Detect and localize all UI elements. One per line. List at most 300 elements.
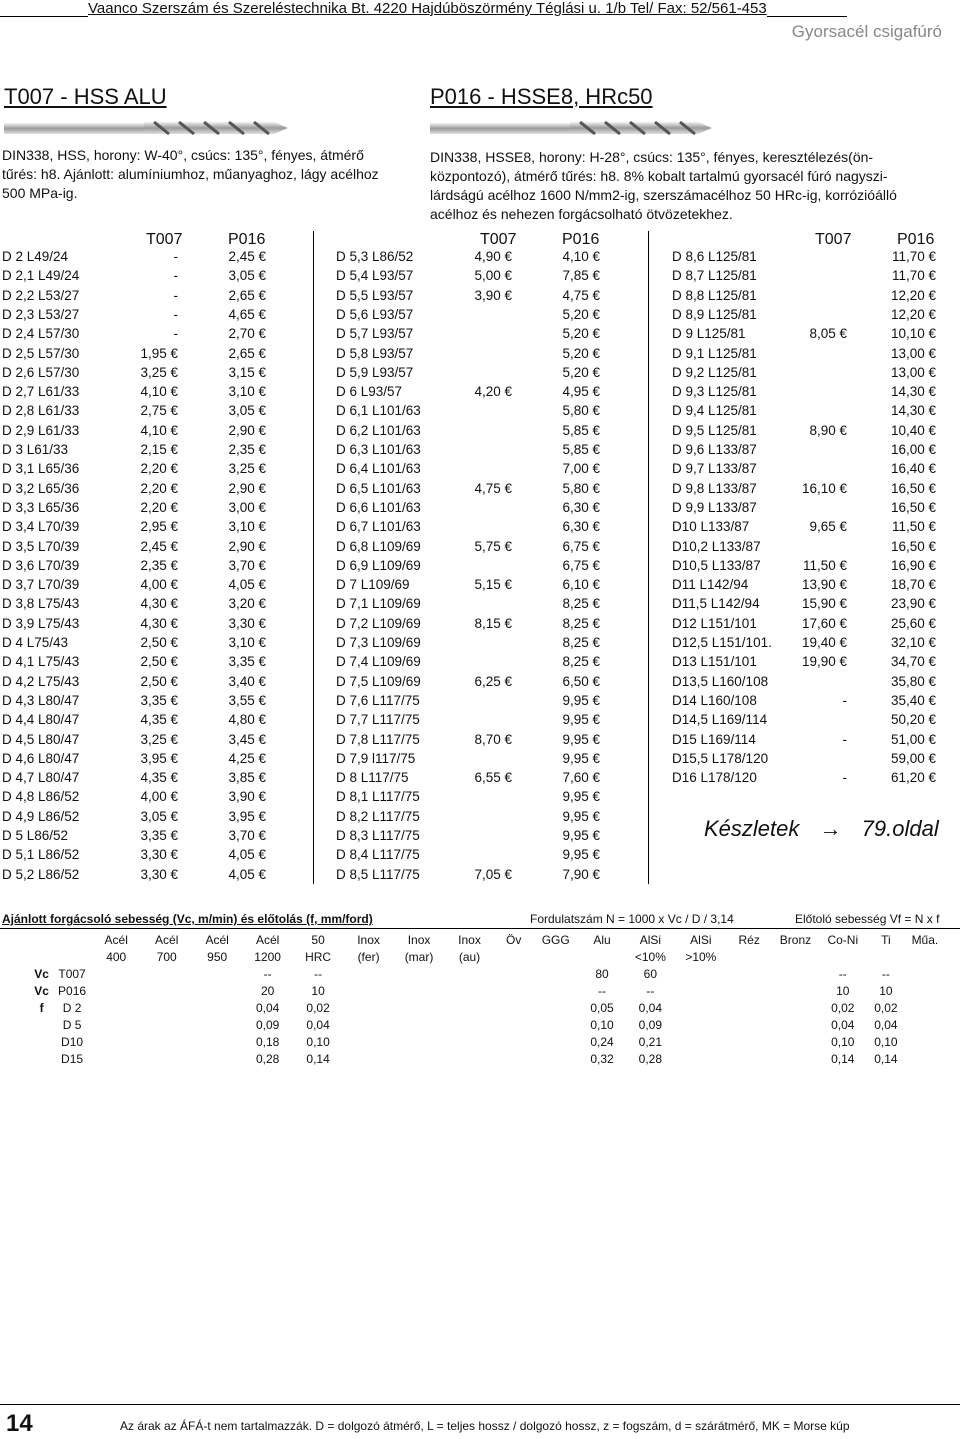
cutting-cell	[394, 1016, 444, 1033]
cutting-cell	[905, 948, 945, 965]
cutting-cell: 0,14	[874, 1051, 898, 1066]
sets-label: Készletek	[704, 816, 800, 841]
drill-size: D 7,6 L117/75	[336, 692, 420, 708]
cutting-cell: Inox	[458, 932, 481, 947]
drill-size: D 8,8 L125/81	[672, 287, 757, 303]
price-t007: 8,90 €	[809, 422, 847, 438]
cutting-cell: 1200	[254, 949, 281, 964]
cutting-cell	[141, 1033, 191, 1050]
drill-size: D 9,9 L133/87	[672, 499, 757, 515]
drill-size: D 5,2 L86/52	[2, 866, 80, 882]
price-p016: 2,70 €	[228, 326, 266, 342]
cutting-cell: 0,10	[831, 1034, 855, 1049]
cutting-cell: Acél	[104, 932, 128, 947]
cutting-cell	[343, 982, 393, 999]
drill-size: D13,5 L160/108	[672, 673, 769, 689]
company-info: Vaanco Szerszám és Szereléstechnika Bt. 4220 Hajdúböszörmény Téglási u. 1/b Tel/ Fax: 52/561-453	[88, 0, 767, 17]
cutting-cell: (au)	[458, 949, 481, 964]
cutting-cell: <10%	[634, 949, 666, 964]
cutting-cell	[533, 948, 579, 965]
cutting-cell: 700	[156, 949, 177, 964]
drill-size: D 7,5 L109/69	[336, 673, 421, 689]
drill-size: D12,5 L151/101.	[672, 635, 772, 650]
price-p016: 10,10 €	[890, 326, 936, 342]
drill-size: D 3,3 L65/36	[2, 499, 80, 515]
sets-reference[interactable]	[704, 816, 939, 842]
price-p016: 2,45 €	[228, 249, 266, 264]
price-t007: 3,90 €	[474, 287, 512, 303]
price-p016: 34,70 €	[890, 654, 936, 670]
drill-size: D 9,2 L125/81	[672, 364, 757, 380]
cutting-cell: 400	[106, 949, 127, 964]
price-p016: 2,35 €	[228, 442, 266, 457]
drill-size: D 3,8 L75/43	[2, 596, 80, 612]
price-p016: 11,50 €	[891, 519, 936, 535]
cutting-cell	[444, 999, 494, 1016]
cutting-cell: D10	[61, 1034, 84, 1049]
drill-size: D 6,4 L101/63	[336, 461, 421, 477]
price-p016: 3,70 €	[228, 557, 266, 573]
price-p016: 4,05 €	[228, 577, 266, 593]
cutting-cell	[676, 982, 726, 999]
drill-size: D 9,3 L125/81	[672, 384, 757, 400]
drill-size: D15,5 L178/120	[672, 750, 769, 766]
drill-bit-image-t007	[4, 117, 288, 139]
cutting-cell	[53, 948, 91, 965]
cutting-cell: 0,28	[638, 1051, 663, 1066]
drill-size: D 3 L61/33	[2, 442, 69, 457]
arrow-right-icon: →	[819, 816, 842, 841]
price-t007: 19,40 €	[801, 635, 847, 650]
cutting-cell	[343, 999, 393, 1016]
cutting-cell	[343, 1033, 393, 1050]
cutting-cell	[726, 1033, 772, 1050]
price-p016: 16,40 €	[890, 461, 936, 477]
cutting-cell	[533, 965, 579, 982]
price-t007: 2,50 €	[140, 635, 178, 650]
price-p016: 8,25 €	[562, 596, 600, 612]
price-p016: 35,80 €	[890, 673, 936, 689]
price-p016: 3,10 €	[228, 519, 266, 535]
drill-size: D 9,8 L133/87	[672, 480, 757, 496]
column-divider	[648, 231, 649, 884]
drill-size: D 8 L117/75	[336, 770, 409, 786]
price-p016: 3,90 €	[228, 789, 266, 805]
drill-size: D 5,9 L93/57	[336, 364, 414, 380]
drill-size: D 8,7 L125/81	[672, 268, 757, 284]
cutting-row	[30, 1050, 945, 1067]
cutting-cell	[533, 1050, 579, 1067]
cutting-cell: 0,02	[831, 1000, 855, 1015]
drill-size: D 6,6 L101/63	[336, 499, 421, 515]
drill-size: D10 L133/87	[672, 519, 750, 535]
price-p016: 13,00 €	[890, 364, 936, 380]
price-p016: 6,30 €	[562, 519, 600, 535]
price-p016: 16,50 €	[890, 499, 936, 515]
cutting-cell	[444, 1033, 494, 1050]
cutting-cell: Inox	[407, 932, 431, 947]
drill-size: D 3,2 L65/36	[2, 480, 80, 496]
price-t007: 2,20 €	[140, 461, 178, 477]
cutting-cell: 0,04	[874, 1017, 898, 1032]
cutting-cell	[91, 1033, 141, 1050]
price-p016: 5,80 €	[562, 480, 600, 496]
cutting-cell	[495, 982, 533, 999]
price-t007: 2,15 €	[140, 442, 178, 457]
price-t007: 5,15 €	[474, 577, 512, 593]
price-p016: 9,95 €	[562, 731, 600, 747]
drill-size: D 4,4 L80/47	[2, 712, 80, 728]
cutting-cell	[30, 1016, 53, 1033]
cutting-cell: Bronz	[779, 932, 812, 947]
p016-description	[430, 148, 950, 224]
cutting-cell	[772, 1016, 818, 1033]
price-p016: 8,25 €	[562, 615, 600, 631]
cutting-cell	[495, 1050, 533, 1067]
cutting-cell	[726, 1016, 772, 1033]
price-p016: 51,00 €	[890, 731, 936, 747]
price-p016: 9,95 €	[562, 828, 600, 843]
cutting-cell: 0,10	[306, 1034, 330, 1049]
drill-size: D 8,3 L117/75	[336, 828, 420, 843]
drill-size: D 6,3 L101/63	[336, 442, 421, 457]
drill-size: D 9,7 L133/87	[672, 461, 757, 477]
price-p016: 2,90 €	[228, 480, 266, 496]
cutting-cell	[192, 1016, 242, 1033]
drill-size: D14 L160/108	[672, 692, 757, 708]
drill-size: D 9 L125/81	[672, 326, 746, 342]
price-p016: 5,85 €	[562, 442, 600, 457]
drill-size: D 8,9 L125/81	[672, 306, 757, 322]
cutting-table	[30, 931, 945, 1067]
cutting-cell: 0,04	[831, 1017, 855, 1032]
drill-size: D 2,8 L61/33	[2, 403, 80, 419]
price-p016: 3,05 €	[228, 268, 266, 284]
cutting-cell: 0,05	[590, 1000, 614, 1015]
price-p016: 2,65 €	[228, 345, 266, 361]
drill-size: D 2,9 L61/33	[2, 422, 80, 438]
cutting-cell	[394, 999, 444, 1016]
drill-size: D 5,3 L86/52	[336, 249, 414, 264]
price-t007: 4,00 €	[140, 789, 178, 805]
cutting-cell: 80	[595, 966, 609, 981]
cutting-cell: 0,09	[255, 1017, 280, 1032]
price-t007: 13,90 €	[801, 577, 847, 593]
cutting-cell	[495, 1016, 533, 1033]
price-t007: 4,90 €	[474, 249, 512, 264]
drill-size: D14,5 L169/114	[672, 712, 768, 728]
drill-size: D 8,6 L125/81	[672, 249, 757, 264]
cutting-cell	[905, 1050, 945, 1067]
cutting-cell: >10%	[685, 949, 717, 964]
cutting-cell: D15	[61, 1051, 84, 1066]
price-p016: 11,70 €	[891, 268, 936, 284]
price-p016: 5,20 €	[562, 326, 600, 342]
price-p016: 12,20 €	[890, 306, 936, 322]
cutting-row	[30, 948, 945, 965]
drill-size: D 3,5 L70/39	[2, 538, 80, 554]
t007-desc-line: tűrés: h8. Ajánlott: alumíniumhoz, műanyaghoz, lágy acélhoz	[2, 166, 379, 182]
col-header-t007: T007	[815, 231, 852, 248]
drill-size: D 4,2 L75/43	[2, 673, 80, 689]
cutting-row	[30, 931, 945, 948]
cutting-cell: AlSi	[639, 932, 662, 947]
col-header-p016: P016	[897, 231, 935, 248]
drill-size: D 3,7 L70/39	[2, 577, 80, 593]
price-p016: 4,25 €	[228, 750, 266, 766]
cutting-cell	[533, 1016, 579, 1033]
cutting-cell	[772, 1050, 818, 1067]
price-p016: 2,65 €	[228, 287, 266, 303]
price-p016: 4,75 €	[562, 287, 600, 303]
cutting-cell: 0,18	[255, 1034, 280, 1049]
cutting-cell	[726, 1050, 772, 1067]
cutting-cell	[394, 1050, 444, 1067]
drill-size: D 9,4 L125/81	[672, 403, 757, 419]
cutting-cell: 0,04	[638, 1000, 663, 1015]
price-t007: -	[173, 249, 178, 264]
cutting-cell: Co-Ni	[827, 932, 859, 947]
drill-size: D 5,7 L93/57	[336, 326, 414, 342]
cutting-cell	[30, 1050, 53, 1067]
price-p016: 59,00 €	[890, 750, 936, 766]
drill-size: D 2,1 L49/24	[2, 268, 80, 284]
cutting-cell	[141, 982, 191, 999]
cutting-cell	[394, 982, 444, 999]
price-t007: 4,20 €	[474, 384, 512, 400]
drill-size: D13 L151/101	[672, 654, 757, 670]
page-number: 14	[6, 1410, 33, 1437]
drill-size: D 7,2 L109/69	[336, 615, 421, 631]
price-p016: 13,00 €	[890, 345, 936, 361]
cutting-cell	[533, 1033, 579, 1050]
cutting-cell	[30, 931, 53, 948]
cutting-cell	[141, 965, 191, 982]
price-p016: 3,15 €	[228, 364, 266, 380]
cutting-cell	[676, 999, 726, 1016]
price-p016: 16,90 €	[890, 557, 936, 573]
cutting-cell	[141, 1016, 191, 1033]
price-t007: 17,60 €	[801, 615, 847, 631]
price-p016: 7,00 €	[562, 461, 600, 477]
cutting-cell: f	[39, 1000, 44, 1015]
price-t007: 2,50 €	[140, 654, 178, 670]
price-p016: 9,95 €	[562, 692, 600, 708]
price-t007: 8,70 €	[474, 731, 512, 747]
price-t007: 7,05 €	[474, 866, 512, 882]
price-t007: 4,75 €	[474, 480, 512, 496]
cutting-cell	[726, 999, 772, 1016]
price-t007: -	[842, 770, 847, 786]
cutting-cell: GGG	[541, 932, 570, 947]
drill-size: D 4 L75/43	[2, 635, 69, 650]
drill-size: D 5,1 L86/52	[2, 847, 80, 863]
price-p016: 3,00 €	[228, 499, 266, 515]
cutting-cell: AlSi	[690, 932, 712, 947]
price-p016: 6,75 €	[562, 557, 600, 573]
drill-size: D 2,3 L53/27	[2, 306, 80, 322]
cutting-cell: 20	[260, 983, 275, 998]
drill-size: D 6 L93/57	[336, 384, 403, 400]
price-t007: -	[842, 731, 847, 747]
price-t007: 3,30 €	[140, 847, 178, 863]
cutting-cell	[192, 982, 242, 999]
price-p016: 6,10 €	[562, 577, 600, 593]
cutting-cell	[91, 1016, 141, 1033]
price-t007: 2,20 €	[140, 499, 178, 515]
drill-size: D 2,5 L57/30	[2, 345, 80, 361]
drill-size: D 4,1 L75/43	[2, 654, 80, 670]
cutting-cell: 0,10	[874, 1034, 898, 1049]
price-p016: 3,05 €	[228, 403, 266, 419]
cutting-cell	[394, 965, 444, 982]
cutting-cell	[772, 948, 818, 965]
cutting-cell: 0,02	[306, 1000, 330, 1015]
cutting-cell	[444, 1050, 494, 1067]
drill-size: D 9,5 L125/81	[672, 422, 757, 438]
price-p016: 6,50 €	[562, 673, 600, 689]
price-p016: 3,35 €	[228, 654, 266, 670]
category-title: Gyorsacél csigafúró	[791, 22, 942, 41]
cutting-cell: Réz	[738, 932, 760, 947]
cutting-cell: --	[646, 983, 655, 998]
price-t007: 3,25 €	[140, 364, 178, 380]
cutting-cell	[579, 948, 625, 965]
drill-size: D 4,8 L86/52	[2, 789, 80, 805]
price-p016: 9,95 €	[562, 847, 600, 863]
cutting-cell	[91, 982, 141, 999]
price-p016: 2,90 €	[228, 422, 266, 438]
col-header-p016: P016	[562, 231, 600, 248]
price-t007: 19,90 €	[801, 654, 847, 670]
price-t007: 4,35 €	[140, 770, 178, 786]
drill-size: D 7,3 L109/69	[336, 635, 421, 650]
cutting-cell: 0,28	[255, 1051, 280, 1066]
price-t007: 2,95 €	[140, 519, 178, 535]
cutting-cell: Vc	[34, 966, 49, 981]
cutting-cell	[444, 982, 494, 999]
cutting-row	[30, 1016, 945, 1033]
price-t007: 2,45 €	[140, 538, 178, 554]
price-t007: -	[173, 326, 178, 342]
rpm-formula: Fordulatszám N = 1000 x Vc / D / 3,14	[530, 912, 734, 926]
drill-size: D 6,1 L101/63	[336, 403, 421, 419]
cutting-cell: --	[597, 983, 606, 998]
price-t007: -	[173, 268, 178, 284]
drill-size: D 4,9 L86/52	[2, 808, 80, 824]
p016-desc-line: DIN338, HSSE8, horony: H-28°, csúcs: 135°, fényes, keresztélezés(ön-	[430, 149, 874, 165]
drill-size: D 9,1 L125/81	[672, 345, 757, 361]
drill-size: D 2,2 L53/27	[2, 287, 80, 303]
price-p016: 10,40 €	[890, 422, 936, 438]
price-p016: 4,95 €	[562, 384, 600, 400]
price-t007: 9,65 €	[809, 519, 847, 535]
drill-size: D 6,2 L101/63	[336, 422, 421, 438]
cutting-cell: Műa.	[911, 932, 939, 947]
cutting-cell	[726, 982, 772, 999]
price-p016: 50,20 €	[890, 712, 936, 728]
drill-size: D10,5 L133/87	[672, 557, 761, 573]
drill-size: D 3,6 L70/39	[2, 557, 80, 573]
cutting-cell: D 5	[62, 1017, 82, 1032]
price-t007: 6,25 €	[474, 673, 512, 689]
cutting-cell	[905, 965, 945, 982]
footer-rule	[0, 1404, 960, 1405]
price-t007: 2,75 €	[140, 403, 178, 419]
cutting-cell	[91, 999, 141, 1016]
cutting-cell	[495, 999, 533, 1016]
price-p016: 3,70 €	[228, 828, 266, 843]
cutting-cell	[343, 1016, 393, 1033]
price-p016: 8,25 €	[562, 654, 600, 670]
drill-size: D 5,8 L93/57	[336, 345, 414, 361]
col-header-p016: P016	[228, 231, 266, 248]
cutting-cell: --	[263, 966, 272, 981]
price-t007: 3,25 €	[140, 731, 178, 747]
cutting-cell	[192, 1050, 242, 1067]
price-t007: 2,35 €	[140, 557, 178, 573]
price-p016: 4,05 €	[228, 866, 266, 882]
cutting-cell	[30, 948, 53, 965]
cutting-cell: D 2	[62, 1000, 82, 1015]
cutting-cell	[394, 1033, 444, 1050]
price-p016: 3,45 €	[228, 731, 266, 747]
cutting-cell	[91, 965, 141, 982]
price-p016: 3,20 €	[228, 596, 266, 612]
price-t007: -	[173, 306, 178, 322]
drill-size: D 3,4 L70/39	[2, 519, 80, 535]
price-p016: 9,95 €	[562, 808, 600, 824]
drill-size: D 8,2 L117/75	[336, 808, 420, 824]
drill-size: D 7,1 L109/69	[336, 596, 421, 612]
price-t007: 2,20 €	[140, 480, 178, 496]
price-p016: 2,90 €	[228, 538, 266, 554]
price-p016: 23,90 €	[890, 596, 936, 612]
price-p016: 61,20 €	[890, 770, 936, 786]
cutting-cell	[495, 948, 533, 965]
price-p016: 5,80 €	[562, 403, 600, 419]
price-t007: 3,05 €	[140, 808, 178, 824]
cutting-cell	[53, 931, 91, 948]
price-p016: 5,20 €	[562, 364, 600, 380]
feed-formula: Előtoló sebesség Vf = N x f	[795, 912, 940, 926]
cutting-cell: --	[881, 966, 890, 981]
cutting-cell: 0,09	[638, 1017, 663, 1032]
cutting-cell	[343, 1050, 393, 1067]
price-p016: 5,85 €	[562, 422, 600, 438]
price-p016: 3,30 €	[228, 615, 266, 631]
price-t007: 11,50 €	[802, 557, 847, 573]
cutting-cell	[819, 948, 867, 965]
price-p016: 14,30 €	[890, 384, 936, 400]
drill-size: D 4,3 L80/47	[2, 692, 80, 708]
price-t007: 8,05 €	[809, 326, 847, 342]
price-p016: 9,95 €	[562, 789, 600, 805]
drill-size: D 6,9 L109/69	[336, 557, 421, 573]
cutting-divider	[0, 928, 960, 929]
price-p016: 8,25 €	[562, 635, 600, 650]
price-p016: 9,95 €	[562, 712, 600, 728]
drill-size: D15 L169/114	[672, 731, 756, 747]
drill-size: D 5,4 L93/57	[336, 268, 414, 284]
cutting-cell: 10	[879, 983, 893, 998]
drill-size: D 7,8 L117/75	[336, 731, 420, 747]
cutting-cell	[533, 982, 579, 999]
price-p016: 16,50 €	[890, 480, 936, 496]
price-p016: 16,00 €	[890, 442, 936, 457]
cutting-cell	[905, 982, 945, 999]
drill-size: D 5,5 L93/57	[336, 287, 414, 303]
